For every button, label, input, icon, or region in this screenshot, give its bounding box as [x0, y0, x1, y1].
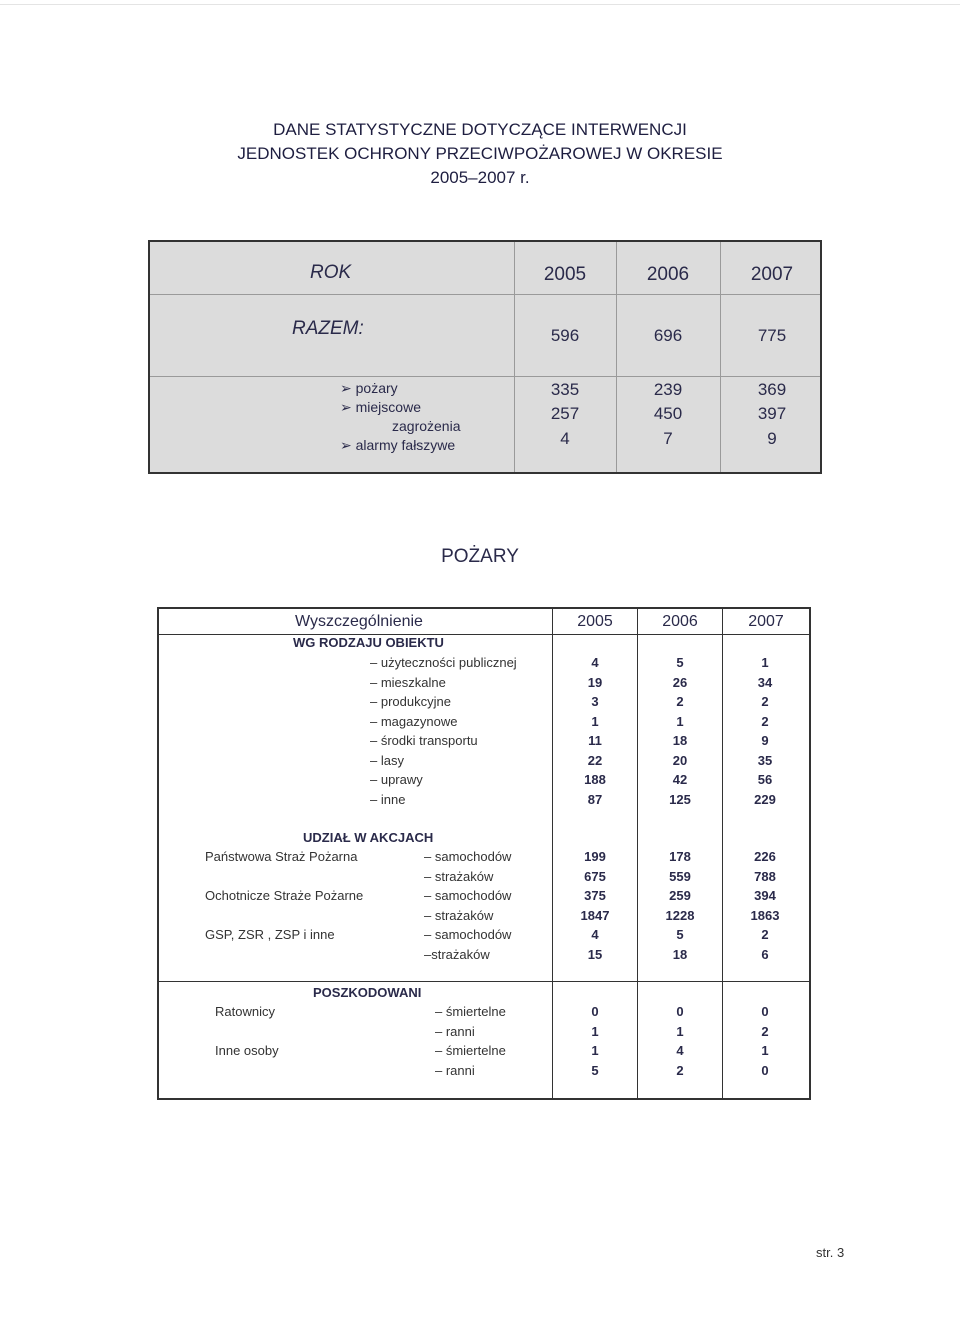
section-title-pozary: POŻARY: [441, 546, 519, 567]
cell-value: 788: [754, 868, 776, 884]
cell-value: 375: [584, 888, 606, 903]
row-label: – strażaków: [424, 907, 494, 923]
cell-value: 34: [757, 674, 773, 690]
cell-value: 1: [761, 1043, 769, 1058]
cell-value: 0: [676, 1004, 684, 1019]
cell-value: 4: [591, 927, 599, 942]
unit-label: Ochotnicze Straże Pożarne: [205, 888, 364, 903]
cell-value: 5: [676, 655, 684, 670]
cell-value: 394: [754, 888, 776, 903]
cell-value: 1: [676, 713, 684, 729]
cell-value: 6: [761, 946, 769, 962]
cell-value: 125: [669, 791, 691, 807]
header-2006: 2006: [662, 613, 698, 630]
title-line-3: 2005–2007 r.: [430, 168, 530, 187]
row-label: – strażaków: [424, 868, 494, 884]
cell-value: 0: [761, 1004, 769, 1019]
miejscowe-2006: 450: [653, 404, 683, 423]
cell-value: 3: [591, 694, 599, 709]
group-title-rodzaj-obiektu: WG RODZAJU OBIEKTU: [293, 635, 444, 650]
page-number: str. 3: [816, 1245, 845, 1260]
bullet-icon: ➢: [340, 380, 352, 396]
title-line-2: JEDNOSTEK OCHRONY PRZECIWPOŻAROWEJ W OKRESIE: [237, 144, 723, 163]
row-label: – samochodów: [424, 849, 512, 864]
miejscowe-2005: 257: [550, 404, 580, 423]
header-2007: 2007: [748, 613, 784, 630]
row-label: – produkcyjne: [370, 694, 451, 709]
unit-label: Państwowa Straż Pożarna: [205, 849, 358, 864]
cell-value: 1863: [750, 907, 780, 923]
top-border-line: [0, 4, 960, 5]
cell-value: 18: [672, 733, 688, 748]
cell-value: 675: [584, 868, 606, 884]
row-label: – śmiertelne: [435, 1004, 506, 1019]
year-2006: 2006: [646, 264, 690, 285]
pozary-2005: 335: [550, 380, 580, 399]
group-title-poszkodowani: POSZKODOWANI: [313, 985, 422, 1000]
cell-value: 56: [757, 772, 773, 787]
cell-value: 2: [676, 694, 684, 709]
item-alarmy: ➢ alarmy fałszywe: [340, 437, 456, 453]
cell-value: 1: [761, 655, 769, 670]
cell-value: 226: [754, 849, 776, 864]
row-label: – samochodów: [424, 927, 512, 942]
cell-value: 5: [591, 1062, 599, 1078]
cell-value: 2: [761, 713, 769, 729]
row-label: – mieszkalne: [370, 674, 446, 690]
cell-value: 1228: [665, 907, 695, 923]
col-divider: [720, 242, 721, 472]
cell-value: 1: [676, 1023, 684, 1039]
cell-value: 1: [591, 1043, 599, 1058]
cell-value: 559: [669, 868, 691, 884]
cell-value: 2: [676, 1062, 684, 1078]
col-divider: [552, 609, 553, 1098]
row-label: – uprawy: [370, 772, 423, 787]
cell-value: 178: [669, 849, 691, 864]
pozary-table: [157, 607, 811, 1100]
row-label: – użyteczności publicznej: [370, 655, 517, 670]
col-divider: [616, 242, 617, 472]
row-label: – samochodów: [424, 888, 512, 903]
header-wyszczegolnienie: Wyszczególnienie: [295, 613, 423, 630]
cell-value: 2: [761, 1023, 769, 1039]
cell-value: 22: [587, 752, 603, 768]
col-divider: [637, 609, 638, 1098]
razem-2006: 696: [653, 326, 683, 345]
item-zagrozenia: zagrożenia: [392, 418, 461, 434]
summary-table: [148, 240, 822, 474]
row-label: – magazynowe: [370, 713, 458, 729]
cell-value: 42: [672, 772, 688, 787]
document-title: [200, 118, 760, 190]
rok-label: ROK: [310, 262, 352, 283]
cell-value: 87: [587, 791, 603, 807]
row-divider: [150, 376, 820, 377]
unit-label: Ratownicy: [215, 1004, 275, 1019]
row-label: – środki transportu: [370, 733, 478, 748]
year-2007: 2007: [750, 264, 794, 285]
title-line-1: DANE STATYSTYCZNE DOTYCZĄCE INTERWENCJI: [273, 120, 687, 139]
cell-value: 229: [754, 791, 776, 807]
cell-value: 20: [672, 752, 688, 768]
cell-value: 4: [676, 1043, 684, 1058]
cell-value: 0: [761, 1062, 769, 1078]
row-divider: [150, 294, 820, 295]
razem-label: RAZEM:: [292, 318, 364, 339]
alarmy-2005: 4: [560, 429, 570, 448]
pozary-2006: 239: [653, 380, 683, 399]
miejscowe-2007: 397: [757, 404, 787, 423]
alarmy-2007: 9: [767, 429, 777, 448]
pozary-2007: 369: [757, 380, 787, 399]
cell-value: 1847: [580, 907, 610, 923]
cell-value: 26: [672, 674, 688, 690]
cell-value: 1: [591, 713, 599, 729]
unit-label: Inne osoby: [215, 1043, 279, 1058]
razem-2007: 775: [757, 326, 787, 345]
header-2005: 2005: [577, 613, 613, 630]
cell-value: 2: [761, 694, 769, 709]
row-label: – śmiertelne: [435, 1043, 506, 1058]
cell-value: 1: [591, 1023, 599, 1039]
row-label: – inne: [370, 791, 406, 807]
cell-value: 0: [591, 1004, 599, 1019]
cell-value: 11: [588, 733, 602, 748]
bullet-icon: ➢: [340, 437, 352, 453]
row-divider: [159, 981, 809, 982]
item-pozary: ➢ pożary: [340, 380, 398, 396]
row-label: – ranni: [435, 1023, 475, 1039]
row-label: –strażaków: [424, 946, 490, 962]
cell-value: 9: [761, 733, 769, 748]
cell-value: 2: [761, 927, 769, 942]
cell-value: 188: [584, 772, 606, 787]
cell-value: 19: [587, 674, 603, 690]
alarmy-2006: 7: [663, 429, 673, 448]
header-divider: [159, 634, 809, 635]
bullet-icon: ➢: [340, 399, 352, 415]
col-divider: [722, 609, 723, 1098]
group-title-udzial: UDZIAŁ W AKCJACH: [303, 830, 434, 845]
cell-value: 5: [676, 927, 684, 942]
item-miejscowe: ➢ miejscowe: [340, 399, 421, 415]
cell-value: 15: [587, 946, 603, 962]
row-label: – lasy: [370, 752, 404, 768]
cell-value: 259: [669, 888, 691, 903]
row-label: – ranni: [435, 1062, 475, 1078]
cell-value: 4: [591, 655, 599, 670]
cell-value: 199: [584, 849, 606, 864]
cell-value: 18: [672, 946, 688, 962]
unit-label: GSP, ZSR , ZSP i inne: [205, 927, 335, 942]
cell-value: 35: [757, 752, 773, 768]
year-2005: 2005: [543, 264, 587, 285]
razem-2005: 596: [550, 326, 580, 345]
